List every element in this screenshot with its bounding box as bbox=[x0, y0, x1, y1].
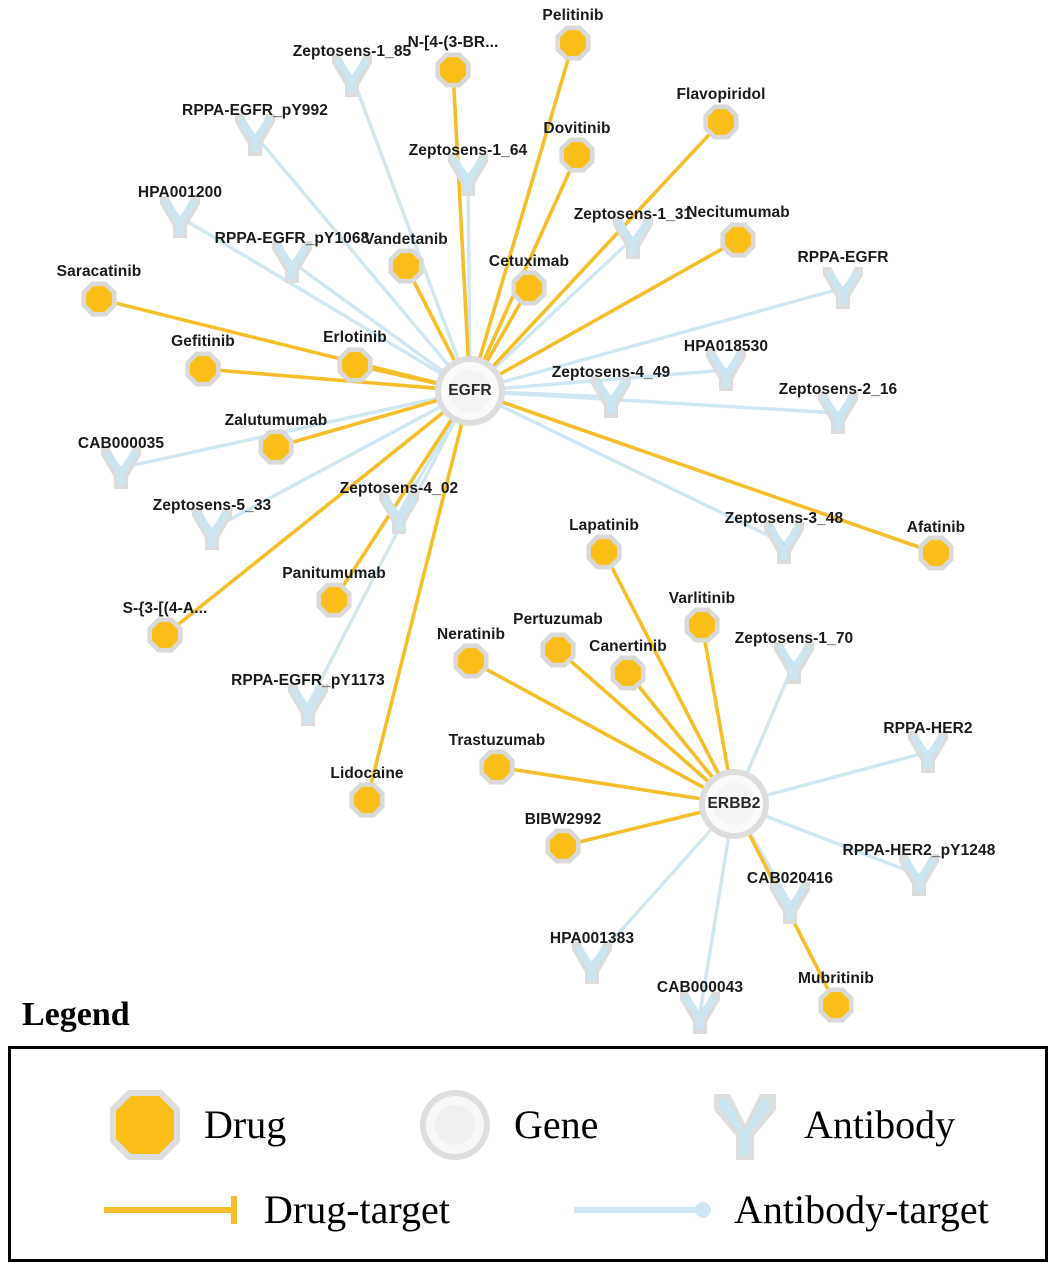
drug-node-core bbox=[689, 612, 715, 638]
drug-node-core bbox=[725, 227, 751, 253]
drug-node[interactable] bbox=[511, 270, 546, 305]
drug-node-core bbox=[564, 142, 590, 168]
antibody-node[interactable] bbox=[288, 684, 328, 726]
drug-node-label: S-{3-[(4-A... bbox=[122, 600, 208, 617]
drug-node-label: Erlotinib bbox=[323, 329, 387, 346]
drug-node-label: Neratinib bbox=[436, 626, 506, 643]
drug-node-label: Lapatinib bbox=[569, 517, 639, 534]
legend-title: Legend bbox=[22, 996, 130, 1033]
legend-label-drug: Drug bbox=[204, 1102, 287, 1147]
legend-label-antibody: Antibody bbox=[804, 1102, 956, 1147]
drug-node[interactable] bbox=[720, 222, 755, 257]
antibody-node[interactable] bbox=[770, 882, 810, 924]
drug-node-core bbox=[550, 833, 576, 859]
antibody-node-label: Zeptosens-1_64 bbox=[408, 142, 528, 159]
drug-target-edge bbox=[494, 399, 936, 553]
drug-node[interactable] bbox=[479, 749, 514, 784]
antibody-target-edge bbox=[308, 413, 459, 705]
drug-node[interactable] bbox=[147, 617, 182, 652]
gene-node-label: EGFR bbox=[448, 382, 492, 399]
antibody-node[interactable] bbox=[774, 642, 814, 684]
drug-node[interactable] bbox=[185, 351, 220, 386]
antibody-node[interactable] bbox=[101, 447, 141, 489]
drug-node-label: Panitumumab bbox=[282, 565, 386, 582]
drug-node-label: Cetuximab bbox=[488, 253, 570, 270]
drug-node[interactable] bbox=[388, 248, 423, 283]
gene-node-label: ERBB2 bbox=[707, 795, 761, 812]
drug-node-label: BIBW2992 bbox=[524, 811, 602, 828]
drug-node-label: Afatinib bbox=[906, 519, 966, 536]
antibody-node-label: Zeptosens-2_16 bbox=[778, 381, 898, 398]
drug-target-edge bbox=[453, 70, 469, 366]
antibody-node-label: RPPA-EGFR bbox=[797, 249, 889, 266]
antibody-node-label: CAB020416 bbox=[746, 870, 834, 887]
antibody-node-label: Zeptosens-1_70 bbox=[734, 630, 854, 647]
drug-node-core bbox=[560, 30, 586, 56]
drug-node-core bbox=[440, 57, 466, 83]
antibody-node-label: RPPA-HER2 bbox=[883, 720, 973, 737]
drug-target-edge-icon bbox=[100, 1190, 250, 1230]
drug-node-label: Pertuzumab bbox=[513, 611, 603, 628]
drug-node-core bbox=[263, 434, 289, 460]
legend-edge-row bbox=[0, 1187, 1059, 1250]
antibody-node[interactable] bbox=[160, 196, 200, 238]
drug-node[interactable] bbox=[435, 52, 470, 87]
drug-node-label: Saracatinib bbox=[56, 263, 142, 280]
drug-node-core bbox=[823, 992, 849, 1018]
drug-node[interactable] bbox=[337, 347, 372, 382]
drug-node[interactable] bbox=[918, 535, 953, 570]
drug-node[interactable] bbox=[81, 281, 116, 316]
drug-node-core bbox=[516, 275, 542, 301]
drug-node[interactable] bbox=[610, 655, 645, 690]
drug-node[interactable] bbox=[555, 25, 590, 60]
antibody-node-label: Zeptosens-3_48 bbox=[724, 510, 844, 527]
antibody-node-label: RPPA-EGFR_pY992 bbox=[182, 102, 328, 119]
legend-label-gene: Gene bbox=[514, 1102, 599, 1147]
drug-node[interactable] bbox=[349, 782, 384, 817]
drug-node[interactable] bbox=[545, 828, 580, 863]
antibody-node-label: Zeptosens-4_02 bbox=[339, 480, 459, 497]
drug-node-label: Canertinib bbox=[589, 638, 667, 655]
antibody-node[interactable] bbox=[764, 522, 804, 564]
antibody-target-edge bbox=[758, 752, 928, 798]
antibody-node-label: HPA001200 bbox=[137, 184, 223, 201]
antibody-target-edge bbox=[744, 663, 794, 781]
legend-item-gene bbox=[410, 1080, 598, 1170]
legend-item-antibody-target bbox=[570, 1187, 989, 1232]
antibody-target-edge bbox=[352, 76, 461, 368]
drug-node-label: Flavopiridol bbox=[676, 86, 766, 103]
drug-node-core bbox=[342, 352, 368, 378]
antibody-node[interactable] bbox=[448, 154, 488, 196]
drug-node-core bbox=[393, 253, 419, 279]
antibody-icon bbox=[700, 1080, 790, 1170]
drug-node[interactable] bbox=[684, 607, 719, 642]
drug-node-label: Vandetanib bbox=[364, 231, 448, 248]
drug-target-edge bbox=[702, 625, 730, 779]
drug-node-core bbox=[545, 637, 571, 663]
drug-node-core bbox=[458, 648, 484, 674]
drug-node-label: Varlitinib bbox=[668, 590, 736, 607]
antibody-node[interactable] bbox=[899, 854, 939, 896]
drug-node-label: Necitumumab bbox=[686, 204, 790, 221]
gene-icon bbox=[410, 1080, 500, 1170]
drug-node[interactable] bbox=[559, 137, 594, 172]
drug-node-core bbox=[354, 787, 380, 813]
legend-item-drug-target bbox=[100, 1187, 450, 1232]
drug-node[interactable] bbox=[818, 987, 853, 1022]
drug-node-core bbox=[152, 622, 178, 648]
antibody-node-label: CAB000035 bbox=[77, 435, 165, 452]
drug-node-label: Zalutumumab bbox=[224, 412, 328, 429]
legend-panel bbox=[0, 996, 1059, 1280]
drug-node-label: Pelitinib bbox=[542, 7, 604, 24]
drug-node[interactable] bbox=[540, 632, 575, 667]
drug-node-core bbox=[708, 109, 734, 135]
drug-node-core bbox=[484, 754, 510, 780]
antibody-node[interactable] bbox=[572, 942, 612, 984]
antibody-node-label: Zeptosens-5_33 bbox=[152, 497, 272, 514]
antibody-node-label: Zeptosens-1_85 bbox=[292, 43, 412, 60]
drug-node-label: Mubritinib bbox=[798, 970, 874, 987]
drug-node[interactable] bbox=[258, 429, 293, 464]
legend-node-row bbox=[0, 1080, 1059, 1170]
antibody-target-edge-icon bbox=[570, 1190, 720, 1230]
drug-target-edge bbox=[477, 43, 573, 367]
drug-node-label: Dovitinib bbox=[543, 120, 611, 137]
antibody-node[interactable] bbox=[823, 267, 863, 309]
drug-node-core bbox=[190, 356, 216, 382]
drug-node[interactable] bbox=[586, 534, 621, 569]
drug-node[interactable] bbox=[703, 104, 738, 139]
drug-target-edge bbox=[165, 407, 450, 635]
drug-node-core bbox=[923, 540, 949, 566]
drug-node-label: Trastuzumab bbox=[448, 732, 546, 749]
drug-node-core bbox=[591, 539, 617, 565]
antibody-node-label: Zeptosens-1_31 bbox=[573, 206, 693, 223]
antibody-node-label: RPPA-EGFR_pY1173 bbox=[231, 672, 385, 689]
drug-node-core bbox=[321, 587, 347, 613]
legend-item-drug bbox=[100, 1080, 286, 1170]
antibody-node-label: RPPA-EGFR_pY1068 bbox=[214, 230, 370, 247]
drug-node-core bbox=[615, 660, 641, 686]
antibody-node-label: RPPA-HER2_pY1248 bbox=[842, 842, 996, 859]
legend-label-antibody-target: Antibody-target bbox=[734, 1187, 989, 1232]
antibody-node[interactable] bbox=[332, 55, 372, 97]
drug-node-core bbox=[86, 286, 112, 312]
antibody-node-label: HPA018530 bbox=[683, 338, 769, 355]
legend-label-drug-target: Drug-target bbox=[264, 1187, 450, 1232]
drug-node-label: N-[4-(3-BR... bbox=[407, 34, 499, 51]
drug-node[interactable] bbox=[453, 643, 488, 678]
drug-icon bbox=[100, 1080, 190, 1170]
legend-item-antibody bbox=[700, 1080, 955, 1170]
antibody-node-label: HPA001383 bbox=[549, 930, 635, 947]
antibody-node-label: Zeptosens-4_49 bbox=[551, 364, 671, 381]
drug-node[interactable] bbox=[316, 582, 351, 617]
drug-node-label: Lidocaine bbox=[330, 765, 404, 782]
antibody-node-label: CAB000043 bbox=[656, 979, 744, 996]
drug-node-label: Gefitinib bbox=[171, 333, 235, 350]
antibody-node[interactable] bbox=[680, 992, 720, 1034]
